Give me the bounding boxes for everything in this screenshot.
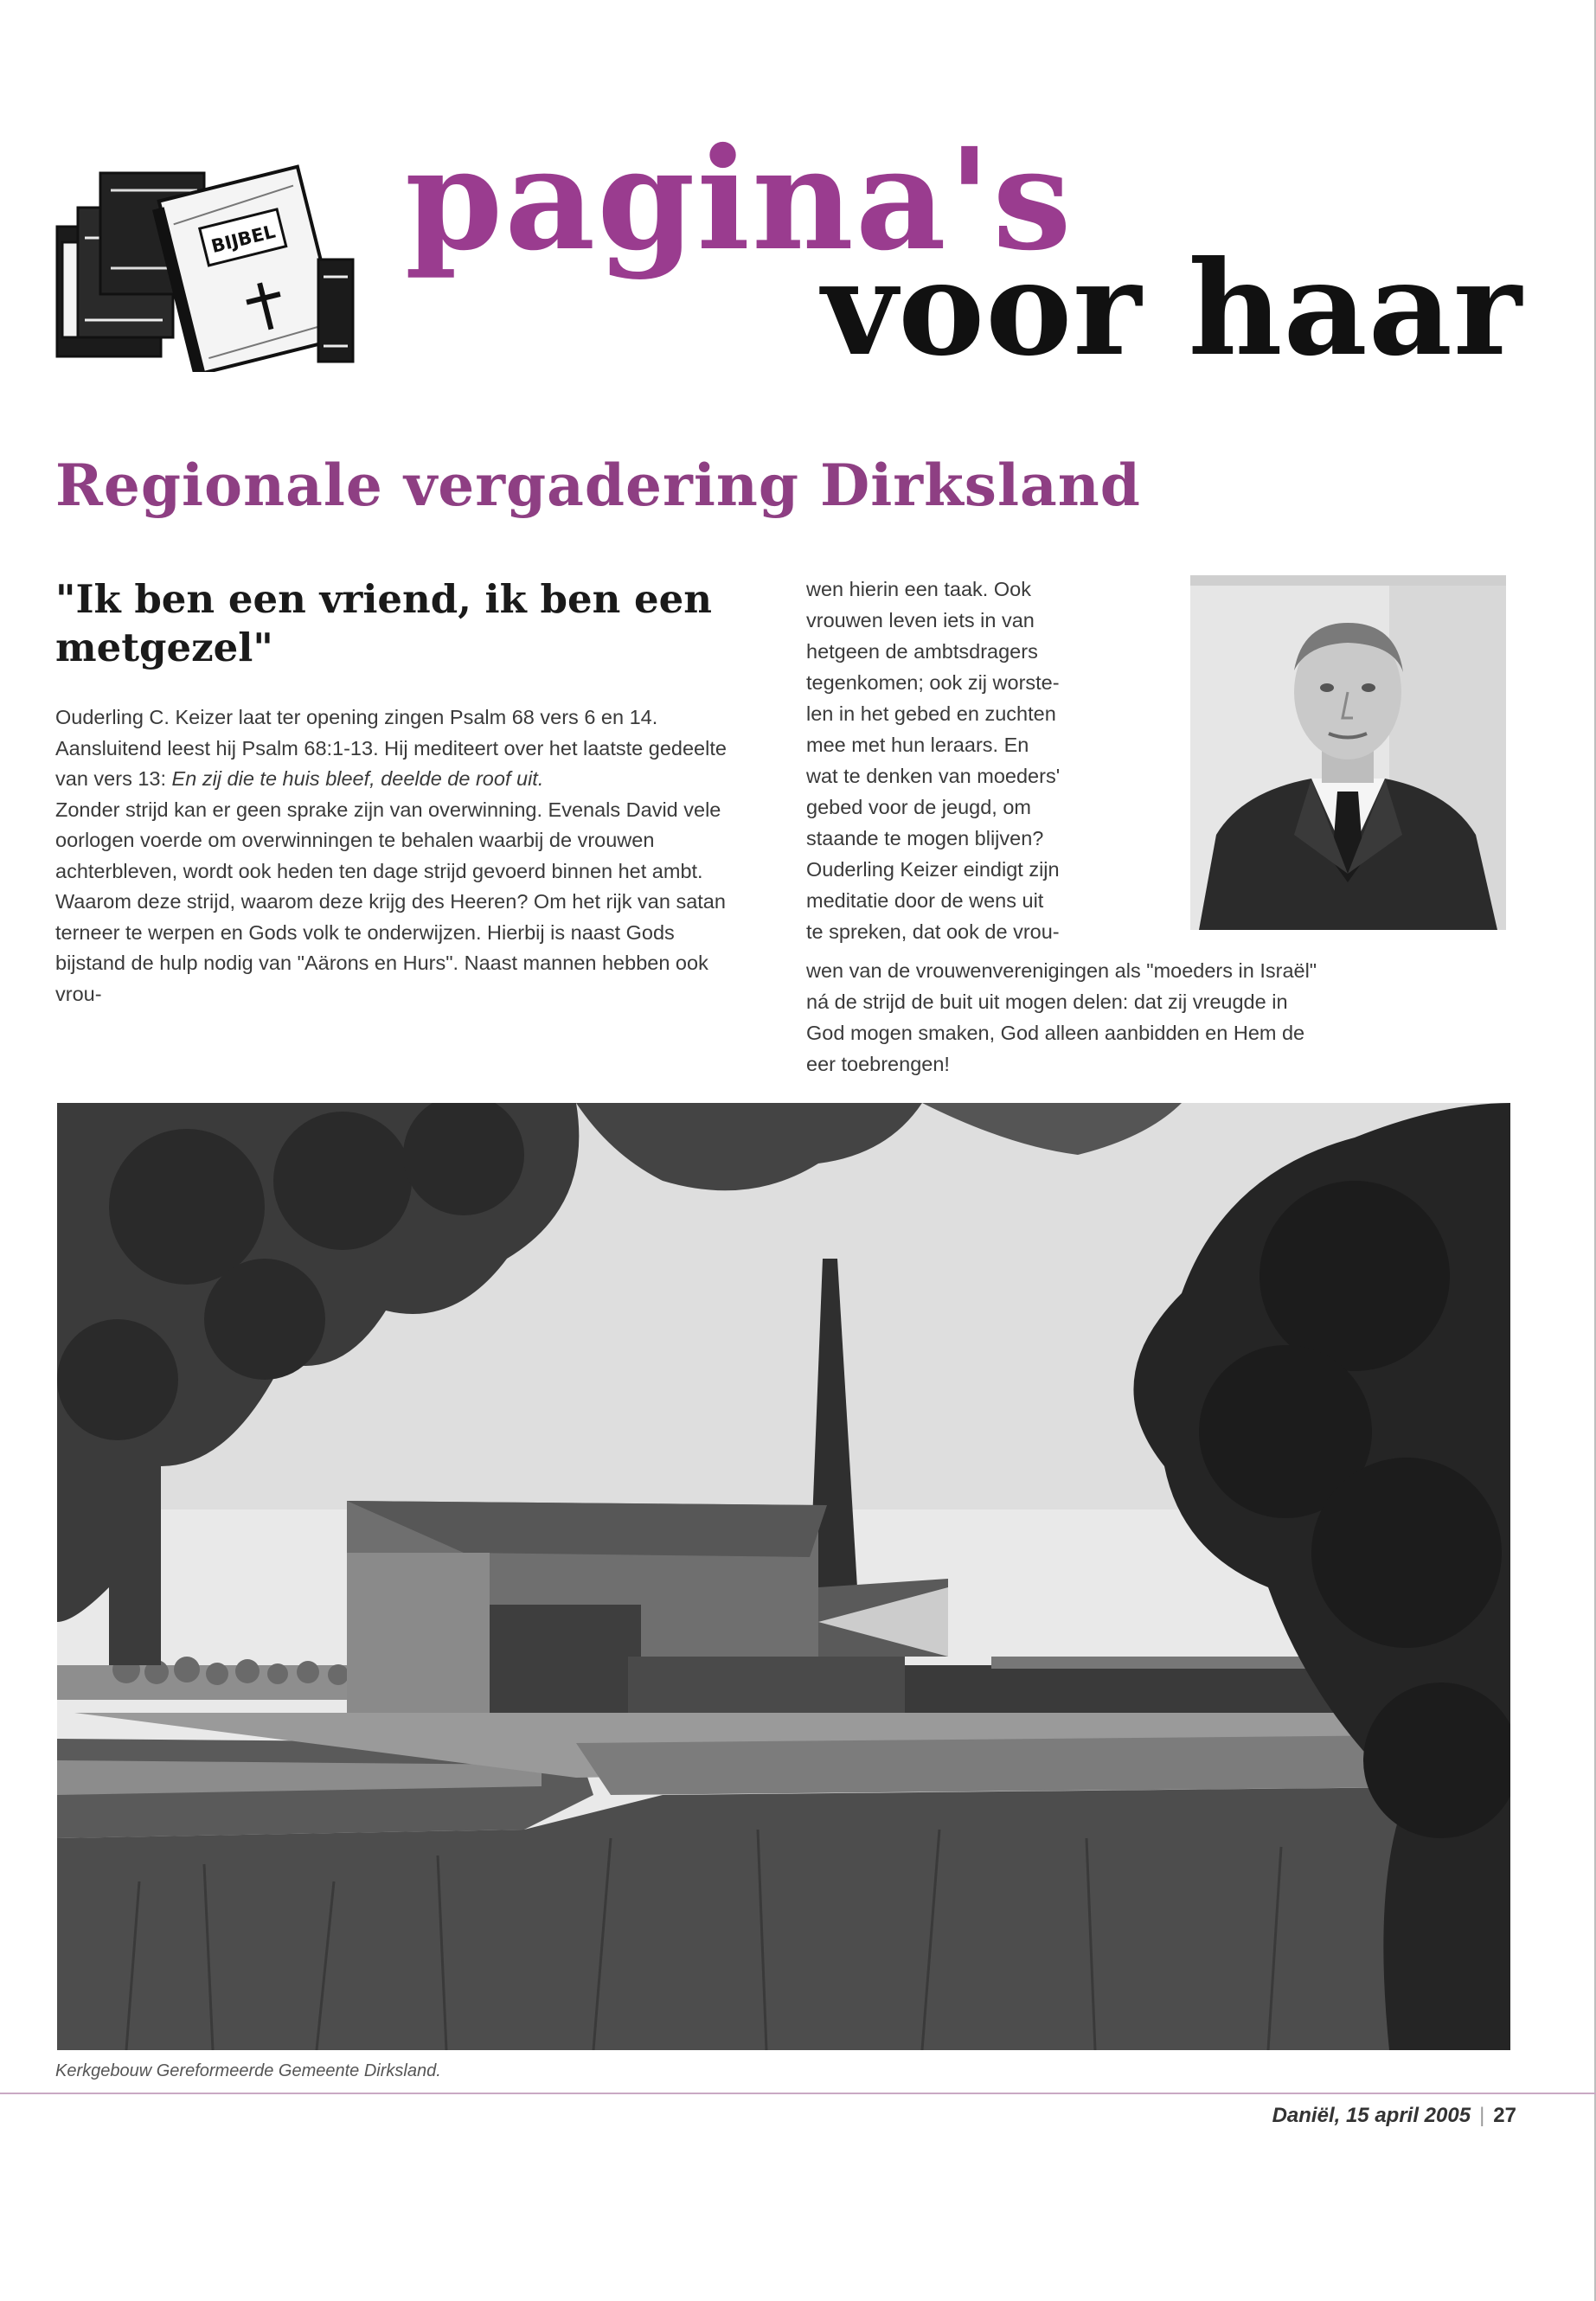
intro-text: Ouderling C. Keizer laat ter opening zingen Psalm 68 vers 6 en 14. Aansluitend leest hij Psalm 68:1-13. Hij mediteert over het laatste gedeelte van vers 13:	[55, 706, 727, 790]
text-line: Ouderling Keizer eindigt zijn	[806, 858, 1060, 881]
text-line: wen van de vrouwenverenigingen als "moeders in Israël"	[806, 959, 1317, 982]
portrait-photo	[1190, 575, 1506, 930]
text-line: te spreken, dat ook de vrou-	[806, 920, 1060, 943]
text-line: wat te denken van moeders'	[806, 765, 1061, 787]
text-line: len in het gebed en zuchten	[806, 702, 1056, 725]
text-line: ná de strijd de buit uit mogen delen: dat zij vreugde in	[806, 990, 1288, 1013]
text-line: eer toebrengen!	[806, 1053, 950, 1075]
text-line: staande te mogen blijven?	[806, 827, 1044, 849]
masthead-title: pagina's	[405, 118, 1074, 282]
paragraph-intro	[55, 702, 747, 795]
text-line: gebed voor de jeugd, om	[806, 796, 1031, 818]
paragraph-body: Zonder strijd kan er geen sprake zijn van overwinning. Evenals David vele oorlogen voerde om overwinningen te behalen waarbij de vrouwen achterbleven, wordt ook heden ten dage strijd gevoerd binnen het ambt. Waarom deze strijd, waarom deze krijg des Heeren? Om het rijk van satan terneer te werpen en Gods volk te onderwijzen. Hierbij is naast Gods bijstand de hulp nodig van "Aärons en Hurs". Naast mannen hebben ook vrou-	[55, 798, 726, 1005]
article-subheading: "Ik ben een vriend, ik ben een metgezel"	[55, 576, 712, 670]
text-line: vrouwen leven iets in van	[806, 609, 1035, 631]
text-line: meditatie door de wens uit	[806, 889, 1044, 912]
right-column-text	[806, 574, 1170, 947]
photo-caption: Kerkgebouw Gereformeerde Gemeente Dirksland.	[55, 2061, 441, 2080]
text-line: wen hierin een taak. Ook	[806, 578, 1031, 600]
right-column-continuation	[806, 955, 1550, 1080]
publication-date: Daniël, 15 april 2005	[1272, 2104, 1471, 2127]
text-line: mee met hun leraars. En	[806, 734, 1029, 756]
logo-bijbel-text: BIJBEL	[208, 221, 278, 258]
church-photo	[57, 1103, 1510, 2050]
masthead-subtitle: voor haar	[822, 233, 1522, 385]
bible-books-logo	[50, 156, 362, 372]
footer-divider	[0, 2093, 1596, 2094]
text-line: God mogen smaken, God alleen aanbidden en Hem de	[806, 1022, 1305, 1044]
text-line: tegenkomen; ook zij worste-	[806, 671, 1060, 694]
left-column	[55, 702, 747, 1009]
page-number: 27	[1493, 2104, 1516, 2127]
footer	[1272, 2104, 1516, 2128]
text-line: hetgeen de ambtsdragers	[806, 640, 1038, 663]
article-headline: Regionale vergadering Dirksland	[55, 452, 1141, 519]
scripture-quote: En zij die te huis bleef, deelde de roof uit.	[171, 767, 544, 790]
footer-separator: |	[1479, 2104, 1485, 2127]
